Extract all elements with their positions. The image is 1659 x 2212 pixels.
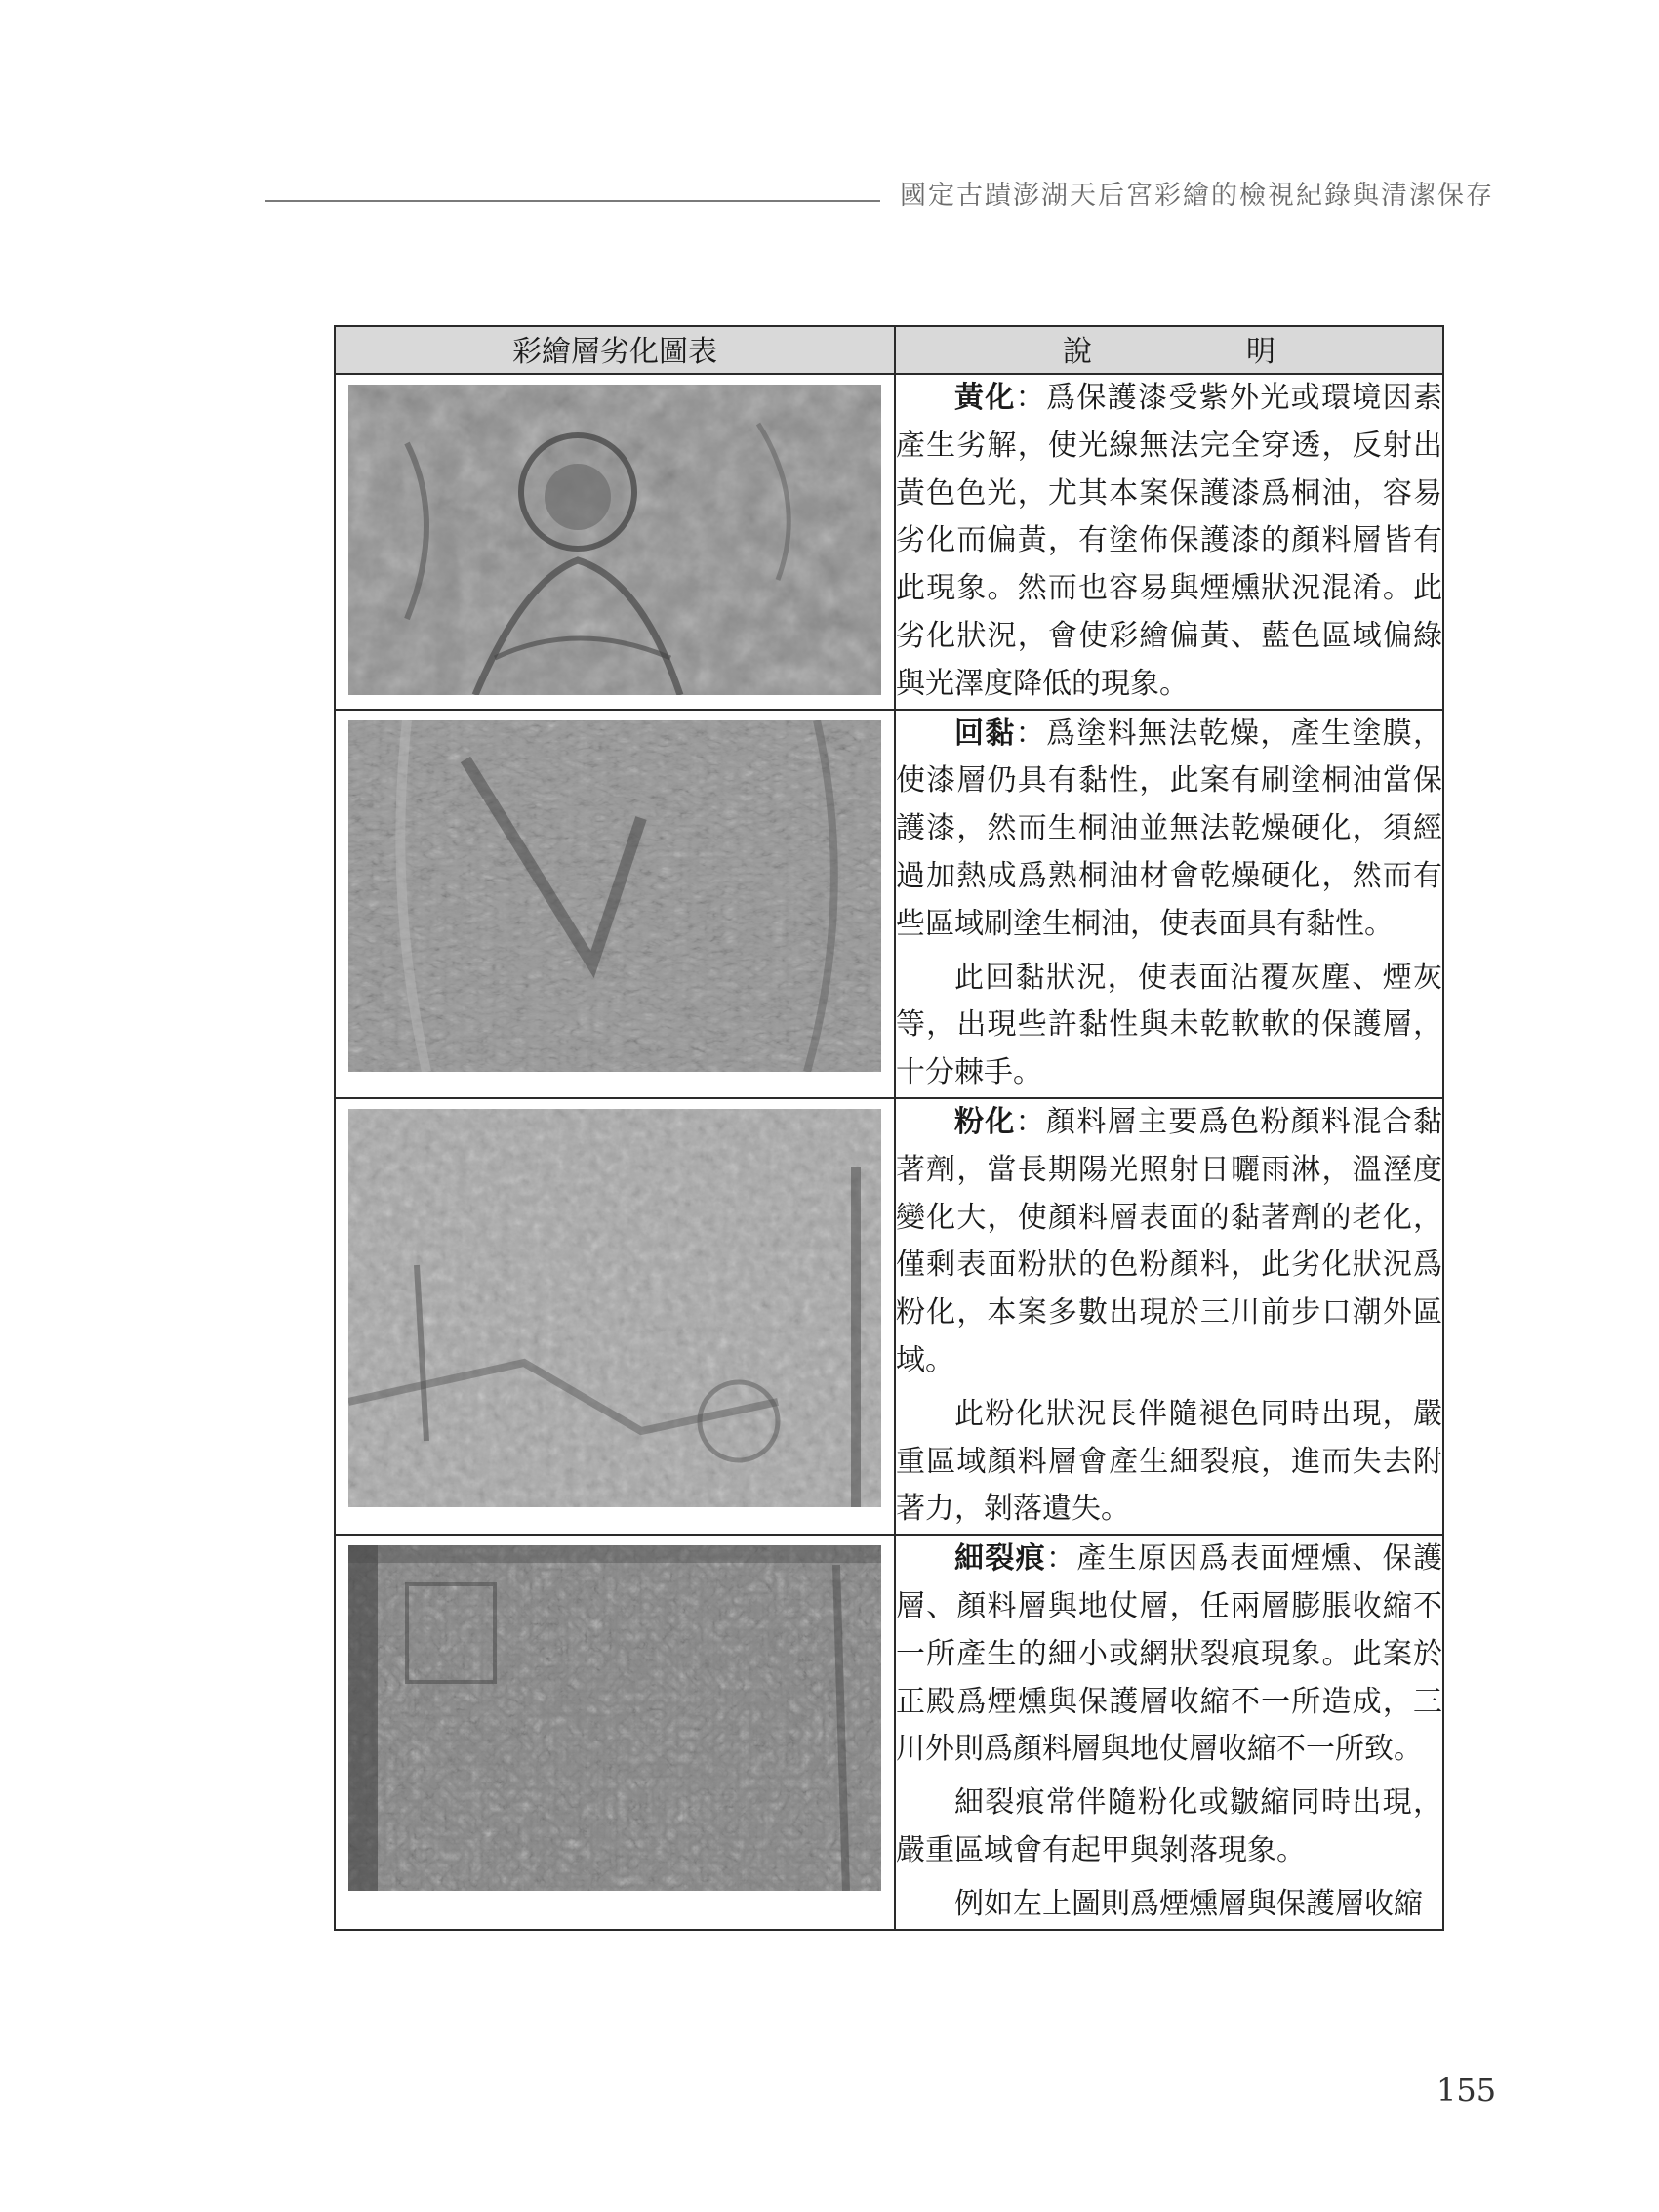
term-label: 回黏: [954, 716, 1016, 751]
table-header-row: [335, 326, 1443, 374]
description-cell: [895, 1535, 1443, 1929]
term-label: 細裂痕: [954, 1541, 1046, 1577]
term-label: 粉化: [954, 1104, 1016, 1139]
description-paragraph: 此回黏狀況，使表面沾覆灰塵、煙灰等，出現些許黏性與未乾軟軟的保護層，十分棘手。: [896, 960, 1442, 1090]
table-row: [335, 374, 1443, 710]
description-cell: [895, 374, 1443, 710]
header-cell-description: 說明: [895, 326, 1443, 374]
description-paragraph: 黃化：爲保護漆受紫外光或環境因素產生劣解，使光線無法完全穿透，反射出黃色色光，尤其本案保護漆爲桐油，容易劣化而偏黃，有塗佈保護漆的顏料層皆有此現象。然而也容易與煙燻狀況混淆。此劣化狀況，會使彩繪偏黃、藍色區域偏綠與光澤度降低的現象。: [896, 381, 1443, 701]
image-cell: [335, 374, 895, 710]
powdering-surface-photo-icon: [348, 1109, 881, 1507]
header-cell-chart: 彩繪層劣化圖表: [335, 326, 895, 374]
faded-painting-photo-icon: [348, 385, 881, 695]
description-cell: [895, 710, 1443, 1098]
description-paragraph: 粉化：顏料層主要爲色粉顏料混合黏著劑，當長期陽光照射日曬雨淋，溫溼度變化大，使顏料層表面的黏著劑的老化，僅剩表面粉狀的色粉顏料，此劣化狀況爲粉化，本案多數出現於三川前步口潮外區域。: [896, 1104, 1443, 1377]
image-cell: [335, 1535, 895, 1929]
table-row: [335, 1098, 1443, 1535]
description-paragraph: 細裂痕常伴隨粉化或皺縮同時出現，嚴重區域會有起甲與剝落現象。: [896, 1785, 1442, 1867]
description-cell: [895, 1098, 1443, 1535]
description-paragraph: 此粉化狀況長伴隨褪色同時出現，嚴重區域顏料層會產生細裂痕，進而失去附著力，剝落遺失。: [896, 1396, 1442, 1527]
table-row: [335, 1535, 1443, 1929]
table-row: [335, 710, 1443, 1098]
description-paragraph: 細裂痕：產生原因爲表面煙燻、保護層、顏料層與地仗層，任兩層膨脹收縮不一所產生的細小或網狀裂痕現象。此案於正殿爲煙燻與保護層收縮不一所造成，三川外則爲顏料層與地仗層收縮不一所致。: [896, 1541, 1443, 1767]
description-paragraph: 例如左上圖則爲煙燻層與保護層收縮: [954, 1886, 1423, 1921]
term-label: 黃化: [954, 381, 1016, 415]
image-cell: [335, 1098, 895, 1535]
description-paragraph: 回黏：爲塗料無法乾燥，產生塗膜，使漆層仍具有黏性，此案有刷塗桐油當保護漆，然而生桐油並無法乾燥硬化，須經過加熱成爲熟桐油材會乾燥硬化，然而有些區域刷塗生桐油，使表面具有黏性。: [896, 716, 1443, 941]
tacky-surface-photo-icon: [348, 720, 881, 1072]
header-rule: [265, 200, 880, 202]
image-cell: [335, 710, 895, 1098]
running-header-title: 國定古蹟澎湖天后宮彩繪的檢視紀錄與清潔保存: [900, 181, 1494, 211]
fine-cracks-photo-icon: [348, 1545, 881, 1891]
deterioration-table: [334, 325, 1444, 1931]
page-number: 155: [1436, 2071, 1497, 2109]
